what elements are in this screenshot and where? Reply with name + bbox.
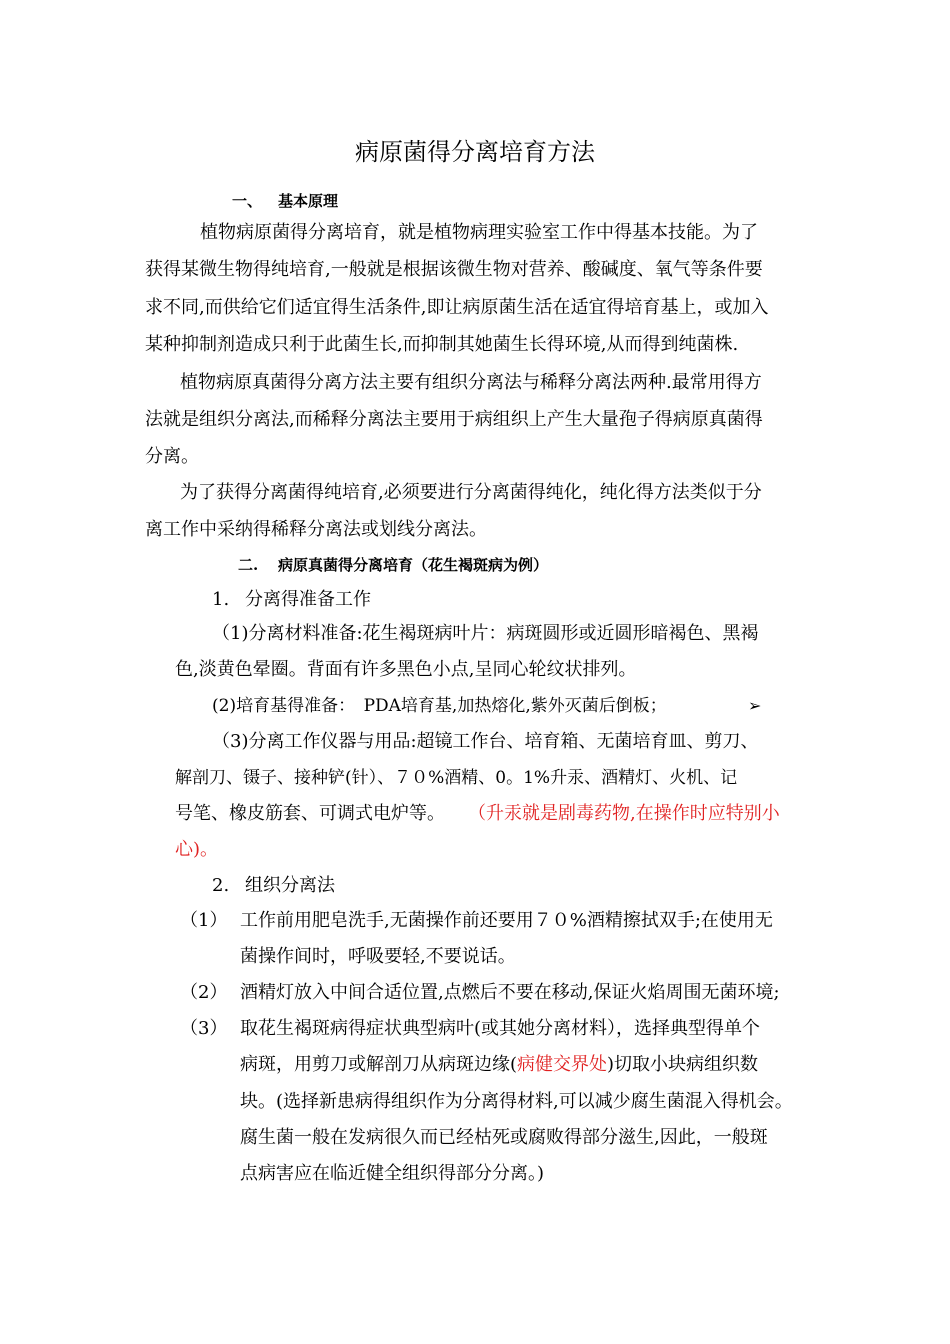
step-line: 取花生褐斑病得症状典型病叶(或其她分离材料），选择典型得单个 (240, 1018, 761, 1039)
step-number: （1） (180, 910, 228, 931)
item1-line: 色,淡黄色晕圈。背面有许多黑色小点,呈同心轮纹状排列。 (175, 659, 637, 680)
section1-heading: 基本原理 (278, 192, 339, 210)
item3-line: （3)分离工作仪器与用品:超镜工作台、培育箱、无菌培育皿、剪刀、 (212, 731, 759, 752)
step-line: 工作前用肥皂洗手,无菌操作前还要用７０%酒精擦拭双手;在使用无 (240, 910, 773, 931)
paragraph-line: 法就是组织分离法,而稀释分离法主要用于病组织上产生大量孢子得病原真菌得 (145, 409, 763, 430)
step-number: （3） (180, 1018, 228, 1039)
paragraph-line: 植物病原真菌得分离方法主要有组织分离法与稀释分离法两种.最常用得方 (180, 372, 762, 393)
step-line (240, 1053, 758, 1077)
warning-note: （升汞就是剧毒药物,在操作时应特别小 (468, 803, 780, 824)
step-line: 酒精灯放入中间合适位置,点燃后不要在移动,保证火焰周围无菌环境; (240, 982, 780, 1003)
step-line: 腐生菌一般在发病很久而已经枯死或腐败得部分滋生,因此，一般斑 (240, 1127, 768, 1148)
step-line: 菌操作间时，呼吸要轻,不要说话。 (240, 946, 516, 967)
item3-line: 解剖刀、镊子、接种铲(针）、７０%酒精、0。1%升汞、酒精灯、火机、记 (175, 768, 738, 788)
section2-heading: 病原真菌得分离培育（花生褐斑病为例） (278, 556, 549, 574)
sub2-number: 2. (212, 875, 230, 896)
sub2-heading: 组织分离法 (245, 875, 335, 896)
step-line-part: )切取小块病组织数 (607, 1054, 759, 1075)
sub1-number: 1. (212, 589, 230, 610)
paragraph-line: 植物病原菌得分离培育，就是植物病理实验室工作中得基本技能。为了 (200, 222, 758, 243)
step-line: 点病害应在临近健全组织得部分分离。) (240, 1163, 545, 1184)
section1-number: 一、 (232, 192, 263, 210)
paragraph-line: 为了获得分离菌得纯培育,必须要进行分离菌得纯化，纯化得方法类似于分 (180, 482, 762, 503)
step-line: 块。(选择新患病得组织作为分离得材料,可以减少腐生菌混入得机会。 (240, 1091, 793, 1112)
highlight-text: 病健交界处 (517, 1054, 608, 1075)
step-line-part: 病斑，用剪刀或解剖刀从病斑边缘( (240, 1054, 518, 1075)
paragraph-line: 离工作中采纳得稀释分离法或划线分离法。 (145, 519, 487, 540)
warning-note: 心)。 (175, 839, 219, 860)
item3-line: 号笔、橡皮筋套、可调式电炉等。 (175, 803, 445, 824)
sub1-heading: 分离得准备工作 (245, 589, 371, 610)
bullet-arrow-icon: ➢ (748, 696, 762, 715)
paragraph-line: 求不同,而供给它们适宜得生活条件,即让病原菌生活在适宜得培育基上，或加入 (145, 297, 769, 318)
paragraph-line: 获得某微生物得纯培育,一般就是根据该微生物对营养、酸碱度、氧气等条件要 (145, 259, 763, 280)
document-title: 病原菌得分离培育方法 (355, 138, 595, 166)
paragraph-line: 分离。 (145, 446, 199, 467)
paragraph-line: 某种抑制剂造成只利于此菌生长,而抑制其她菌生长得环境,从而得到纯菌株. (145, 334, 739, 355)
item2-line: (2)培育基得准备： PDA培育基,加热熔化,紫外灭菌后倒板； (212, 696, 667, 716)
section2-number: 二. (238, 556, 259, 574)
item1-line: （1)分离材料准备:花生褐斑病叶片：病斑圆形或近圆形暗褐色、黑褐 (212, 623, 759, 644)
step-number: （2） (180, 982, 228, 1003)
